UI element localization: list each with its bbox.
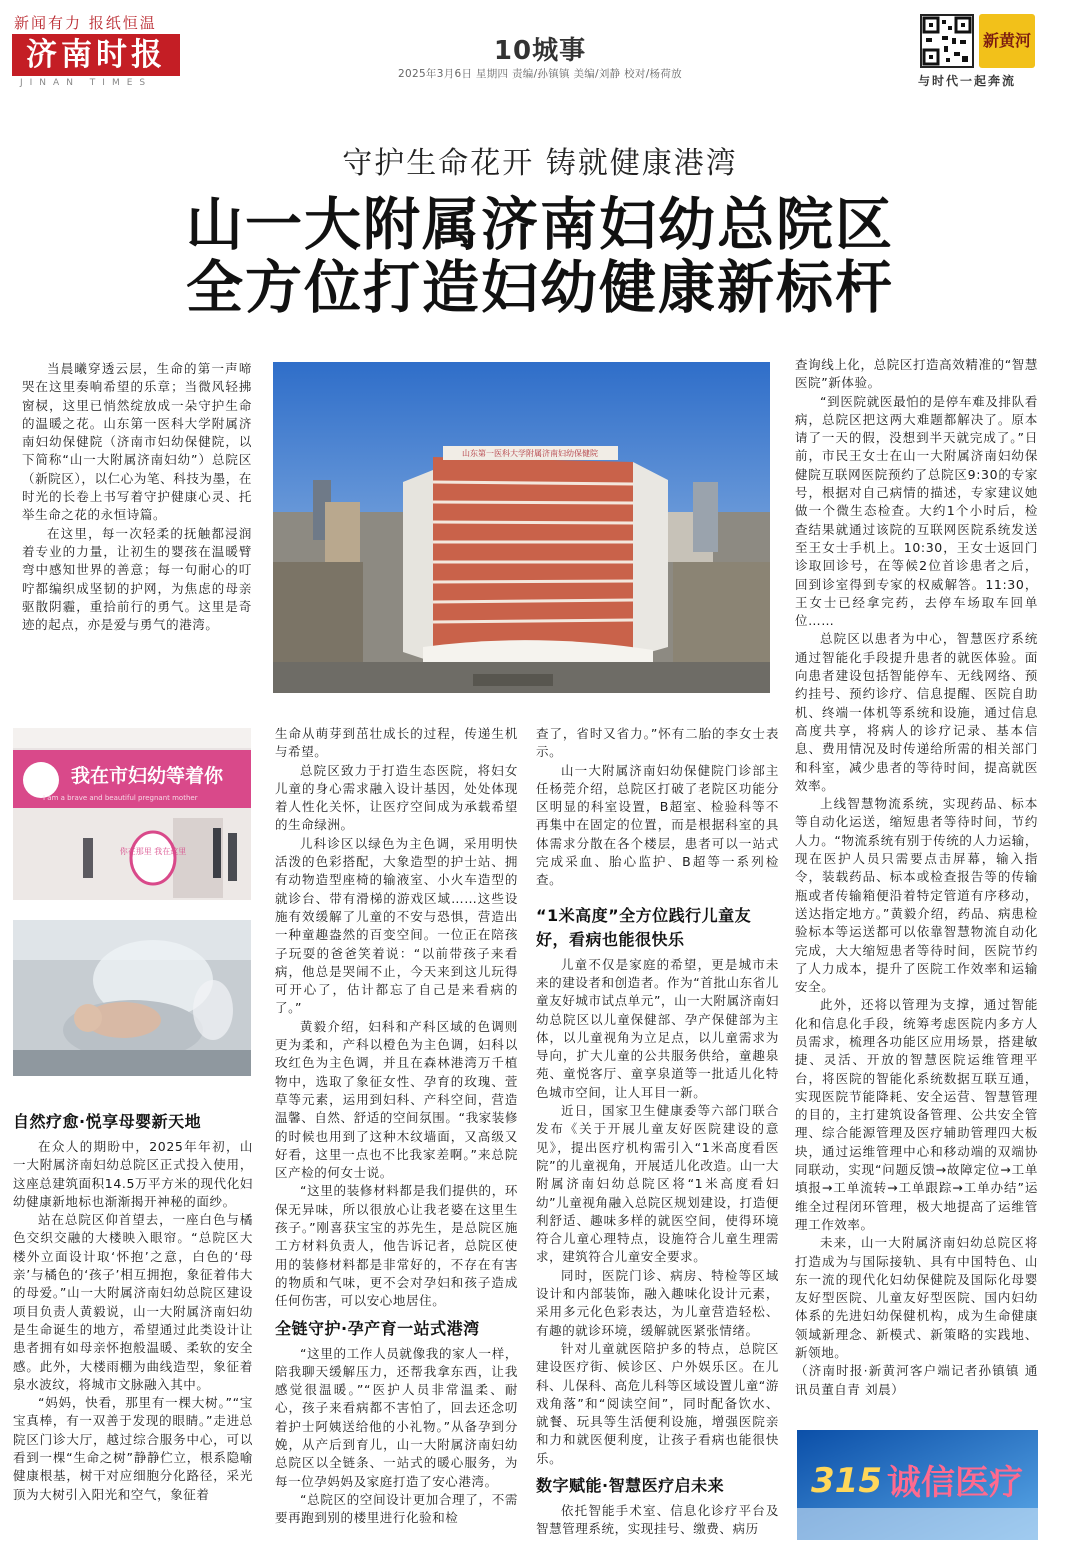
column-1 bbox=[13, 1110, 253, 1550]
byline: （济南时报·新黄河客户端记者孙镇镇 通讯员董自青 刘晨） bbox=[795, 1363, 1038, 1397]
paragraph: 针对儿童就医陪护多的特点，总院区建设医疗街、候诊区、户外娱乐区。在儿科、儿保科、高危儿科等区域设置儿童“游戏角落”和“阅读空间”，同时配备饮水、就餐、玩具等生活便利设施，增强医院亲和力和就医便利度，让孩子看病也能很快乐。 bbox=[536, 1340, 779, 1466]
paragraph: 同时，医院门诊、病房、特检等区域设计和内部装饰，融入趣味化设计元素，采用多元化色彩表达，为儿童营造轻松、有趣的就诊环境，缓解就医紧张情绪。 bbox=[536, 1267, 779, 1338]
paragraph: 依托智能手术室、信息化诊疗平台及智慧管理系统，实现挂号、缴费、病历 bbox=[536, 1502, 779, 1537]
paragraph: “这里的工作人员就像我的家人一样，陪我聊天缓解压力，还帮我拿东西，让我感觉很温暖。”“医护人员非常温柔、耐心，孩子来看病都不害怕了，回去还念叨着护士阿姨送给他的小礼物。”从备孕到分娩，从产后到育儿，山一大附属济南妇幼总院区以全链条、一站式的暖心服务，为每一位孕妈妈及家庭打造了安心港湾。 bbox=[275, 1345, 518, 1489]
headline-line-1: 山一大附属济南妇幼总院区 bbox=[186, 192, 894, 258]
banner-text: 诚信医疗 bbox=[887, 1463, 1023, 1503]
column-4 bbox=[795, 356, 1038, 1418]
dateline: 2025年3月6日 星期四 责编/孙镇镇 美编/刘静 校对/杨荷放 bbox=[398, 68, 682, 80]
paragraph: 此外，还将以管理为支撑，通过智能化和信息化手段，统筹考虑医院内多方人员需求，梳理各功能区应用场景，搭建敏捷、灵活、开放的智慧医院运维管理平台，将医院的智能化系统数据互联互通，实现医院节能降耗、安全运营、智慧管理的目的，主打建筑设备管理、公共安全管理、综合能源管理及医疗辅助管理四大板块，通过运维管理中心和移动端的双端协同联动，实现“问题反馈→故障定位→工单填报→工单流转→工单跟踪→工单办结”运维全过程闭环管理，极大地提高了运维管理工作效率。 bbox=[795, 997, 1038, 1232]
paragraph: 上线智慧物流系统，实现药品、标本等自动化运送，缩短患者等待时间，节约人力。“物流系统有别于传统的人力运输，现在医护人员只需要点击屏幕，输入指令，装载药品、标本或检查报告等的传输瓶或者传输箱便沿着特定管道有序移动，送达指定地方。”黄毅介绍，药品、病患检验标本等运送都可以依靠智慧物流自动化完成，大大缩短患者等待时间，医院节约了人力成本，提升了医院工作效率和运输安全。 bbox=[795, 796, 1038, 995]
paragraph: 儿童不仅是家庭的希望，更是城市未来的建设者和创造者。作为“首批山东省儿童友好城市试点单元”，山一大附属济南妇幼总院区以儿童保健部、孕产保健部为主体，以儿童视角为立足点，以儿童需求为导向，扩大儿童的公共服务供给，童趣泉苑、童悦客厅、童享泉道等一批适儿化特色城市空间，让人耳目一新。 bbox=[536, 956, 779, 1100]
paragraph: 在这里，每一次轻柔的抚触都浸润着专业的力量，让初生的婴孩在温暖臂弯中感知世界的善意；每一句耐心的叮咛都编织成坚韧的护网，为焦虑的母亲驱散阴霾，重拾前行的勇气。这里是奇迹的起点，亦是爱与勇气的港湾。 bbox=[22, 525, 252, 633]
paragraph: 未来，山一大附属济南妇幼总院区将打造成为与国际接轨、具有中国特色、山东一流的现代化妇幼保健院及国际化母婴友好型医院、儿童友好型医院、国内妇幼体系的先进妇幼保健机构，成为生命健康领域新理念、新模式、新策略的实践地、新领地。 bbox=[795, 1235, 1038, 1361]
paragraph: 儿科诊区以绿色为主色调，采用明快活泼的色彩搭配，大象造型的护士站、拥有动物造型座椅的输液室、小火车造型的就诊台、带有滑梯的游戏区域……这些设施有效缓解了儿童的不安与恐惧，营造出一种童趣盎然的百变空间。一位正在陪孩子玩耍的爸爸笑着说：“以前带孩子来看病，他总是哭闹不止，今天来到这儿玩得可开心了，估计都忘了自己是来看病的了。” bbox=[275, 835, 518, 1016]
paragraph: “总院区的空间设计更加合理了，不需要再跑到别的楼里进行化验和检 bbox=[275, 1491, 518, 1526]
section-title: 数字赋能·智慧医疗启未来 bbox=[536, 1475, 725, 1495]
section-title: “1米高度”全方位践行儿童友好，看病也能很快乐 bbox=[536, 905, 752, 949]
masthead-slogan: 新闻有力 报纸恒温 bbox=[14, 14, 157, 32]
paragraph: 山一大附属济南妇幼保健院门诊部主任杨莞介绍，总院区打破了老院区功能分区明显的科室设置，B超室、检验科等不再集中在固定的位置，而是根据科室的具体需求分散在各个楼层，患者可以一站式完成采血、胎心监护、B超等一系列检查。 bbox=[536, 762, 779, 888]
section-title: 自然疗愈·悦享母婴新天地 bbox=[13, 1112, 202, 1131]
paragraph: “妈妈，快看，那里有一棵大树。”“宝宝真棒，有一双善于发现的眼睛。”走进总院区门诊大厅，越过综合服务中心，可以看到一棵“生命之树”静静伫立，根系隐喻健康根基，树干对应细胞分化路径，采光顶为大树引入阳光和空气，象征着 bbox=[13, 1395, 253, 1502]
headline-kicker: 守护生命花开 铸就健康港湾 bbox=[342, 146, 738, 181]
column-3 bbox=[536, 725, 779, 1550]
newspaper-logo-en: JINAN TIMES bbox=[20, 78, 153, 88]
paragraph: 当晨曦穿透云层，生命的第一声啼哭在这里奏响希望的乐章；当微风轻拂窗棂，这里已悄然绽放成一朵守护生命的温暖之花。山东第一医科大学附属济南妇幼保健院（济南市妇幼保健院，以下简称“山一大附属济南妇幼”）总院区（新院区），以仁心为笔、科技为墨，在时光的长卷上书写着守护健康心灵、托举生命之花的永恒诗篇。 bbox=[22, 361, 252, 523]
corridor-sign-en: I am a brave and beautiful pregnant mother bbox=[43, 794, 198, 802]
integrity-banner bbox=[797, 1430, 1038, 1540]
column-2 bbox=[275, 725, 518, 1550]
paragraph: 查了，省时又省力。”怀有二胎的李女士表示。 bbox=[536, 726, 779, 760]
paragraph: “这里的装修材料都是我们提供的，环保无异味，所以很放心让我老婆在这里生孩子。”刚喜获宝宝的苏先生，是总院区施工方材料负责人，他告诉记者，总院区使用的装修材料都是非常好的，不存在有害的物质和气味，更不会对孕妇和孩子造成任何伤害，可以安心地居住。 bbox=[275, 1183, 518, 1309]
partner-slogan: 与时代一起奔流 bbox=[918, 74, 1017, 88]
paragraph: 站在总院区仰首望去，一座白色与橘色交织交融的大楼映入眼帘。“总院区大楼外立面设计取‘怀抱’之意，白色的‘母亲’与橘色的‘孩子’相互拥抱，象征着伟大的母爱。”山一大附属济南妇幼总院区建设项目负责人黄毅说，山一大附属济南妇幼是生命诞生的地方，希望通过此类设计让患者拥有如母亲怀抱般温暖、柔软的安全感。此外，大楼雨棚为曲线造型，象征着泉水波纹，将城市文脉融入其中。 bbox=[13, 1212, 253, 1392]
corridor-sign: 我在市妇幼等着你 bbox=[71, 765, 224, 787]
page-title: 10城事 bbox=[493, 36, 587, 66]
paragraph: 生命从萌芽到茁壮成长的过程，传递生机与希望。 bbox=[275, 726, 518, 760]
paragraph: 近日，国家卫生健康委等六部门联合发布《关于开展儿童友好医院建设的意见》，提出医疗机构需引入“1米高度看医院”的儿童视角，开展适儿化改造。山一大附属济南妇幼总院区将“1米高度看妇幼”儿童视角融入总院区规划建设，打造便利舒适、趣味多样的就医空间，使得环境符合儿童心理特点，设施符合儿童生理需求，建筑符合儿童安全要求。 bbox=[536, 1103, 779, 1265]
paragraph: 总院区以患者为中心，智慧医疗系统通过智能化手段提升患者的就医体验。面向患者建设包括智能停车、无线网络、预约挂号、预约诊疗、信息提醒、医院自助机、终端一体机等系统和设施，通过信息高度共享，将病人的诊疗记录、基本信息、费用情况及时传递给所需的相关部门和科室，减少患者的等待时间，提高就医效率。 bbox=[795, 631, 1038, 793]
corridor-photo bbox=[13, 728, 251, 900]
paragraph: 总院区致力于打造生态医院，将妇女儿童的身心需求融入设计基因，处处体现着人性化关怀，让医疗空间成为承载希望的生命绿洲。 bbox=[275, 762, 518, 833]
paragraph: 黄毅介绍，妇科和产科区域的色调则更为柔和，产科以橙色为主色调，妇科以玫红色为主色调，并且在森林港湾万千植物中，选取了象征女性、孕育的玫瑰、萱草等元素，运用到妇科、产科空间，营造温馨、自然、舒适的空间氛围。“我家装修的时候也用到了这种木纹墙面，又高级又好看，这里一点也不比我家差啊。”来总院区产检的何女士说。 bbox=[275, 1018, 518, 1181]
headline-line-2: 全方位打造妇幼健康新标杆 bbox=[186, 255, 894, 321]
qr-code-icon bbox=[920, 14, 974, 68]
hospital-sign: 山东第一医科大学附属济南妇幼保健院 bbox=[462, 449, 598, 458]
section-title: 全链守护·孕产育一站式港湾 bbox=[275, 1318, 480, 1338]
corridor-panel: 你在那里 我在这里 bbox=[119, 847, 187, 856]
paragraph: 查询线上化，总院区打造高效精准的“智慧医院”新体验。 bbox=[795, 357, 1038, 391]
newborn-photo bbox=[13, 920, 251, 1076]
hospital-building-photo bbox=[273, 362, 770, 693]
banner-number: 315 bbox=[811, 1461, 882, 1501]
paragraph: “到医院就医最怕的是停车难及排队看病，总院区把这两大难题都解决了。原本请了一天的假，没想到半天就完成了。”日前，市民王女士在山一大附属济南妇幼保健院互联网医院预约了总院区9:30的专家号，根据对自己病情的描述，专家建议她做一个微生态检查。大约1个小时后，检查结果就通过该院的互联网医院系统发送至王女士手机上。10:30，王女士返回门诊取回诊号，在等候2位首诊患者之后，回到诊室得到专家的权威解答。11:30，王女士已经拿完药，去停车场取车回单位…… bbox=[795, 393, 1038, 629]
paragraph: 在众人的期盼中，2025年年初，山一大附属济南妇幼总院区正式投入使用，这座总建筑面积14.5万平方米的现代化妇幼健康新地标也渐渐揭开神秘的面纱。 bbox=[13, 1139, 253, 1209]
newspaper-logo: 济南时报 bbox=[12, 34, 180, 76]
partner-logo: 新黄河 bbox=[979, 14, 1035, 68]
intro-column bbox=[22, 360, 252, 705]
